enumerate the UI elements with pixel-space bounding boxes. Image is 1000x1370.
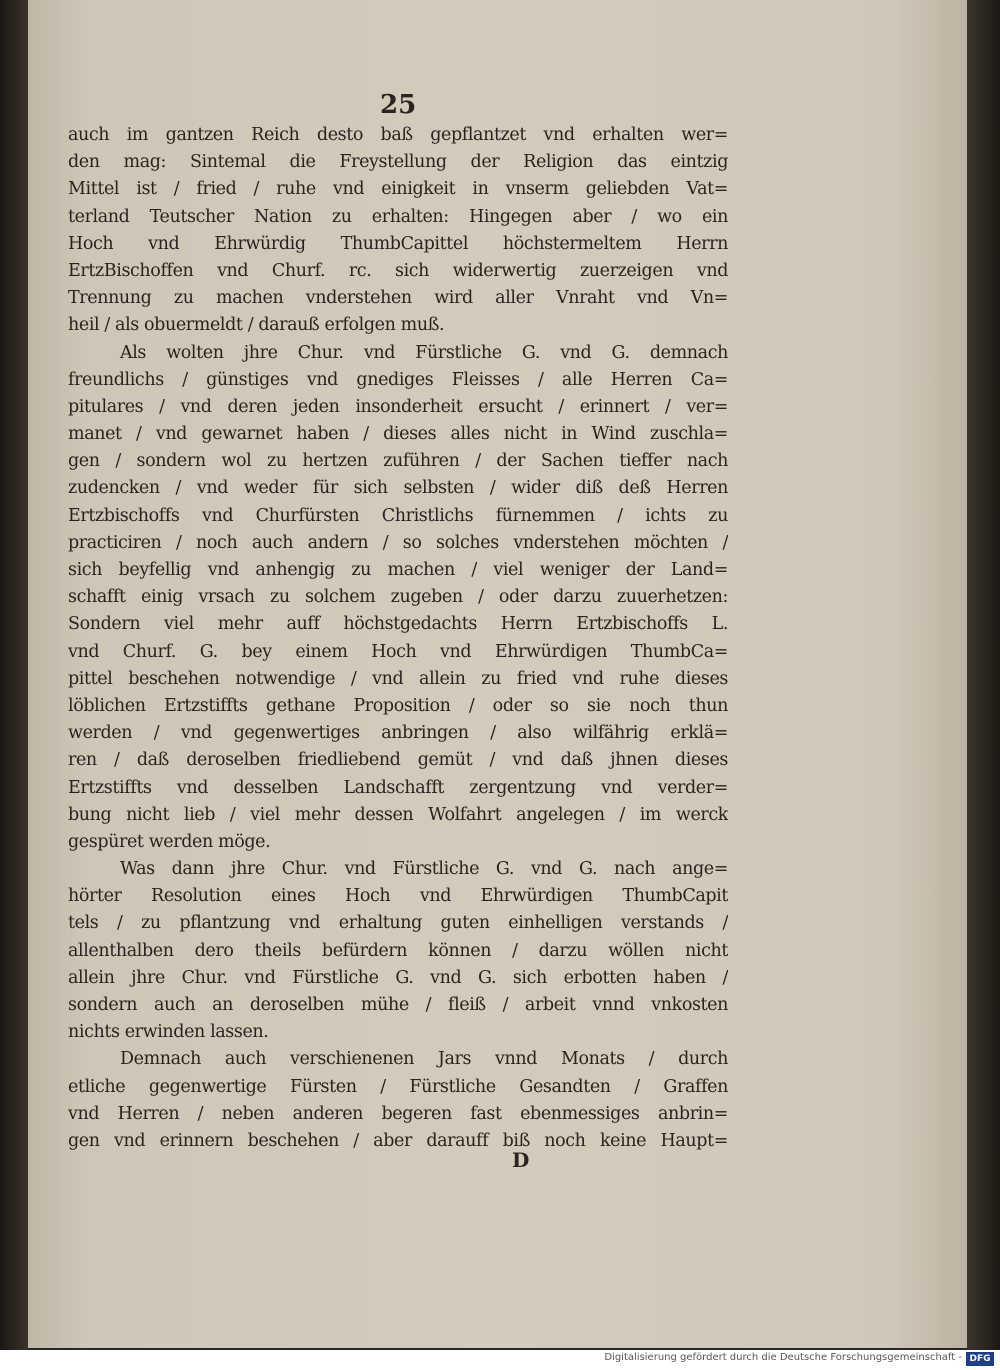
text-line: ren / daß deroselben friedliebend gemüt / vnd daß jhnen dieses [68, 750, 728, 771]
text-line: Was dann jhre Chur. vnd Fürstliche G. vnd G. nach ange= [120, 859, 728, 880]
text-line: pittel beschehen notwendige / vnd allein zu fried vnd ruhe dieses [68, 668, 728, 689]
text-line: practiciren / noch auch andern / so solches vnderstehen möchten / [68, 532, 728, 553]
text-line: pitulares / vnd deren jeden insonderheit ersucht / erinnert / ver= [68, 396, 728, 417]
text-line: sondern auch an deroselben mühe / fleiß / arbeit vnnd vnkosten [68, 995, 728, 1015]
text-line: werden / vnd gegenwertiges anbringen / also wilfährig erklä= [68, 723, 728, 744]
text-line: zudencken / vnd weder für sich selbsten / wider diß deß Herren [68, 478, 728, 499]
text-line: gespüret werden möge. [68, 831, 271, 852]
text-line: Demnach auch verschienenen Jars vnnd Monats / durch [120, 1049, 728, 1070]
text-line: gen / sondern wol zu hertzen zuführen / der Sachen tieffer nach [68, 451, 728, 472]
text-line: sich beyfellig vnd anhengig zu machen / viel weniger der Land= [68, 560, 728, 580]
text-line: vnd Churf. G. bey einem Hoch vnd Ehrwürdigen ThumbCa= [68, 641, 728, 662]
text-line: allenthalben dero theils befürdern können / darzu wöllen nicht [68, 940, 728, 961]
text-line: nichts erwinden lassen. [68, 1022, 269, 1043]
text-line: hörter Resolution eines Hoch vnd Ehrwürdigen ThumbCapit [68, 886, 728, 907]
text-line: vnd Herren / neben anderen begeren fast ebenmessiges anbrin= [68, 1103, 728, 1124]
text-line: terland Teutscher Nation zu erhalten: Hingegen aber / wo ein [68, 206, 728, 227]
text-line: Als wolten jhre Chur. vnd Fürstliche G. vnd G. demnach [120, 342, 728, 363]
text-line: heil / als obuermeldt / darauß erfolgen muß. [68, 315, 445, 336]
text-line: Mittel ist / fried / ruhe vnd einigkeit in vnserm geliebden Vat= [68, 179, 728, 200]
text-line: Ertzbischoffs vnd Churfürsten Christlichs fürnemmen / ichts zu [68, 505, 728, 526]
footer-strip [0, 1350, 1000, 1370]
text-line: freundlichs / günstiges vnd gnediges Fleisses / alle Herren Ca= [68, 369, 728, 390]
funding-credit: Digitalisierung gefördert durch die Deutsche Forschungsgemeinschaft - [604, 1352, 962, 1363]
text-line: manet / vnd gewarnet haben / dieses alles nicht in Wind zuschla= [68, 424, 728, 445]
book-binding-edge [0, 0, 28, 1350]
catchword: D [512, 1148, 530, 1172]
text-line: etliche gegenwertige Fürsten / Fürstliche Gesandten / Graffen [68, 1076, 728, 1097]
page-number: 25 [380, 90, 417, 120]
scan-border [967, 0, 1000, 1350]
text-line: tels / zu pflantzung vnd erhaltung guten einhelligen verstands / [68, 913, 728, 934]
text-line: auch im gantzen Reich desto baß gepflantzet vnd erhalten wer= [68, 125, 728, 145]
text-line: bung nicht lieb / viel mehr dessen Wolfahrt angelegen / im werck [68, 804, 728, 825]
text-line: Hoch vnd Ehrwürdig ThumbCapittel höchstermeltem Herrn [68, 233, 728, 254]
text-line: allein jhre Chur. vnd Fürstliche G. vnd G. sich erbotten haben / [68, 967, 728, 988]
book-page [28, 0, 967, 1348]
text-line: gen vnd erinnern beschehen / aber darauff biß noch keine Haupt= [68, 1130, 728, 1151]
page-text [68, 122, 728, 1155]
dfg-logo: DFG [966, 1352, 994, 1366]
text-line: Sondern viel mehr auff höchstgedachts Herrn Ertzbischoffs L. [68, 614, 728, 635]
text-line: Trennung zu machen vnderstehen wird aller Vnraht vnd Vn= [68, 288, 728, 309]
text-line: schafft einig vrsach zu solchem zugeben / oder darzu zuuerhetzen: [68, 587, 728, 608]
text-line: den mag: Sintemal die Freystellung der Religion das eintzig [68, 152, 728, 173]
text-line: Ertzstiffts vnd desselben Landschafft zergentzung vnd verder= [68, 777, 728, 798]
text-line: ErtzBischoffen vnd Churf. rc. sich widerwertig zuerzeigen vnd [68, 260, 728, 281]
text-line: löblichen Ertzstiffts gethane Proposition / oder so sie noch thun [68, 695, 728, 716]
